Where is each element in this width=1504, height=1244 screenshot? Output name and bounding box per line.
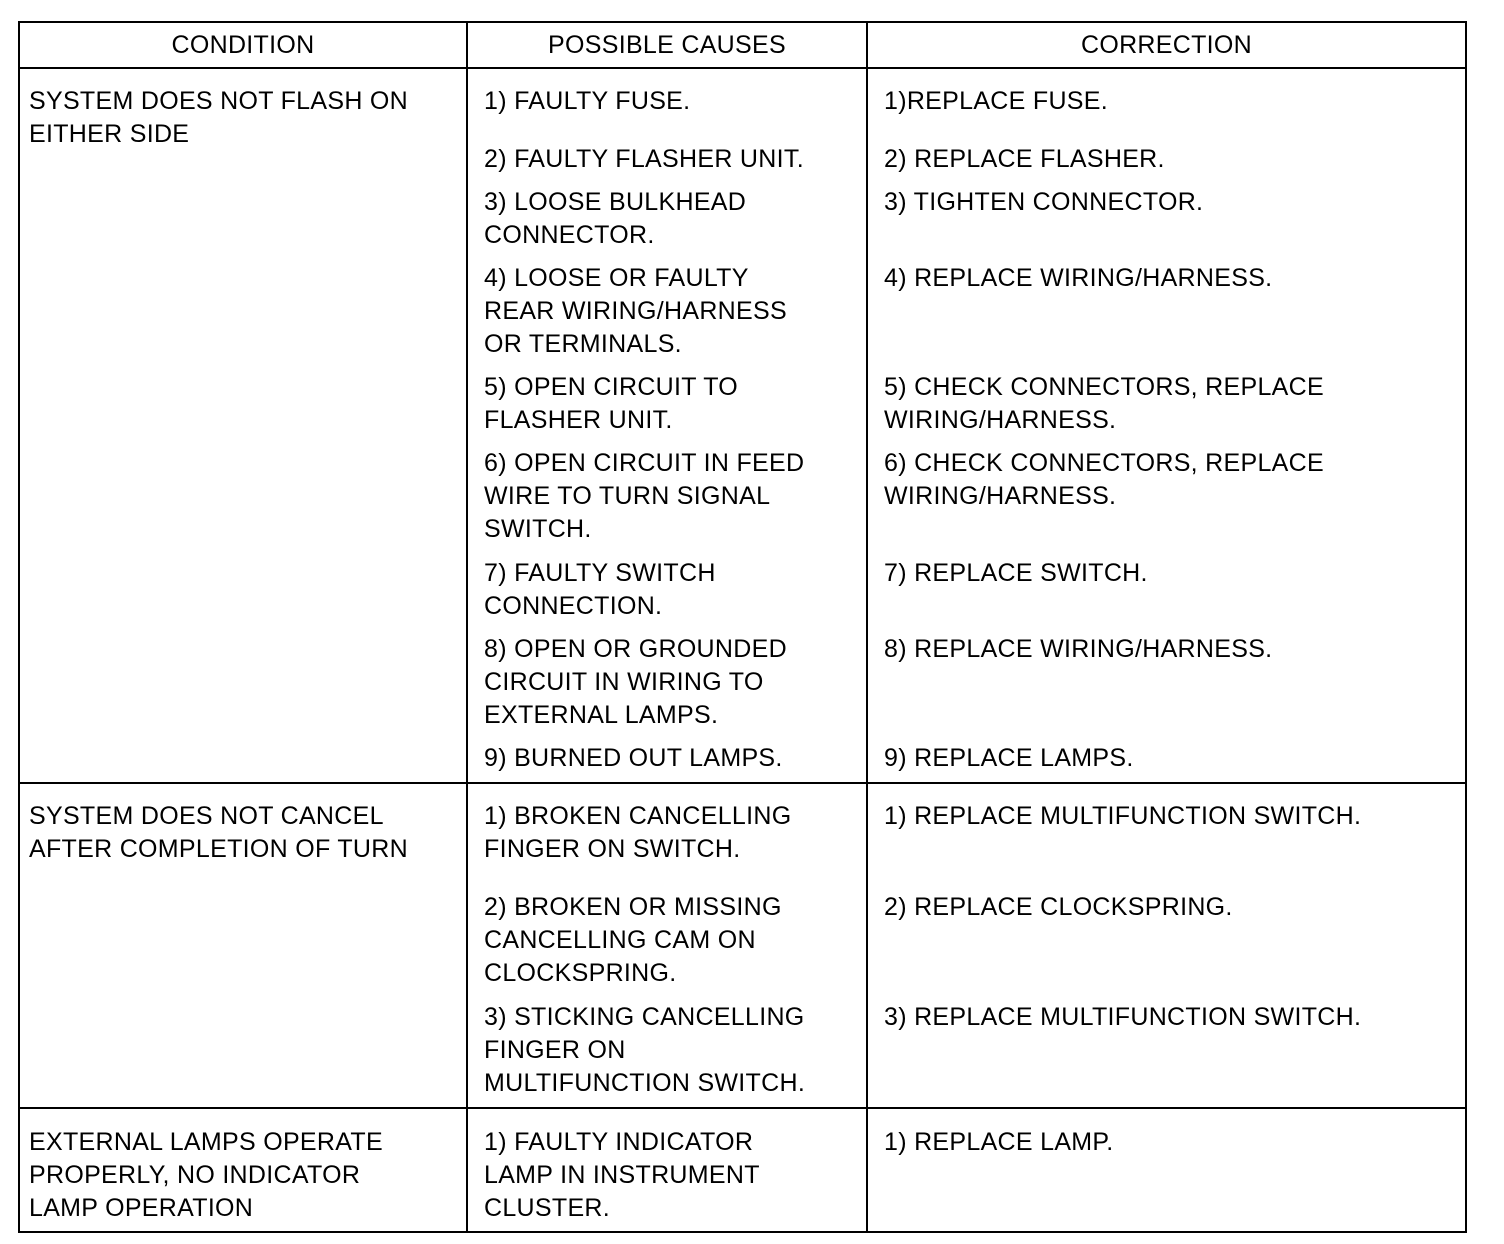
- correction-line: 8) REPLACE WIRING/HARNESS.: [884, 635, 1273, 663]
- header-condition: CONDITION: [171, 31, 315, 59]
- cause-line: CLUSTER.: [484, 1194, 611, 1222]
- correction-cell: [884, 891, 1233, 924]
- condition-cell: [29, 800, 408, 866]
- cause-line: MULTIFUNCTION SWITCH.: [484, 1069, 806, 1097]
- cause-cell: [484, 800, 791, 866]
- cause-line: SWITCH.: [484, 515, 592, 543]
- cause-line: CONNECTOR.: [484, 221, 655, 249]
- cause-cell: [484, 371, 738, 437]
- correction-cell: [884, 447, 1324, 513]
- condition-line: SYSTEM DOES NOT CANCEL: [29, 802, 384, 830]
- cause-line: LAMP IN INSTRUMENT: [484, 1161, 760, 1189]
- cause-line: 4) LOOSE OR FAULTY: [484, 264, 749, 292]
- cause-cell: [484, 85, 690, 118]
- correction-line: 1) REPLACE MULTIFUNCTION SWITCH.: [884, 802, 1362, 830]
- cause-line: 6) OPEN CIRCUIT IN FEED: [484, 449, 805, 477]
- correction-cell: [884, 371, 1324, 437]
- correction-line: 7) REPLACE SWITCH.: [884, 559, 1148, 587]
- cause-cell: [484, 1126, 760, 1225]
- correction-cell: [884, 633, 1272, 666]
- condition-line: AFTER COMPLETION OF TURN: [29, 835, 408, 863]
- condition-line: EITHER SIDE: [29, 120, 190, 148]
- diagnosis-table: [18, 21, 1467, 1233]
- condition-cell: [29, 85, 408, 151]
- cause-line: CANCELLING CAM ON: [484, 926, 756, 954]
- cause-line: 7) FAULTY SWITCH: [484, 559, 716, 587]
- column-divider-2: [866, 23, 868, 1231]
- condition-line: PROPERLY, NO INDICATOR: [29, 1161, 361, 1189]
- cause-line: CIRCUIT IN WIRING TO: [484, 668, 764, 696]
- header-possible-causes: POSSIBLE CAUSES: [548, 31, 786, 59]
- correction-line: 6) CHECK CONNECTORS, REPLACE: [884, 449, 1324, 477]
- cause-cell: [484, 742, 783, 775]
- cause-line: FINGER ON SWITCH.: [484, 835, 741, 863]
- correction-cell: [884, 742, 1134, 775]
- condition-line: SYSTEM DOES NOT FLASH ON: [29, 87, 409, 115]
- condition-line: EXTERNAL LAMPS OPERATE: [29, 1128, 383, 1156]
- cause-line: 1) FAULTY INDICATOR: [484, 1128, 754, 1156]
- condition-line: LAMP OPERATION: [29, 1194, 254, 1222]
- cause-line: 1) FAULTY FUSE.: [484, 87, 691, 115]
- cause-line: FINGER ON: [484, 1036, 626, 1064]
- correction-line: 4) REPLACE WIRING/HARNESS.: [884, 264, 1273, 292]
- correction-line: 3) TIGHTEN CONNECTOR.: [884, 188, 1204, 216]
- cause-line: CONNECTION.: [484, 592, 663, 620]
- correction-line: 2) REPLACE FLASHER.: [884, 145, 1165, 173]
- cause-cell: [484, 557, 716, 623]
- correction-cell: [884, 800, 1361, 833]
- cause-line: 8) OPEN OR GROUNDED: [484, 635, 787, 663]
- header-divider: [20, 67, 1465, 69]
- cause-line: REAR WIRING/HARNESS: [484, 297, 787, 325]
- correction-line: 9) REPLACE LAMPS.: [884, 744, 1134, 772]
- cause-line: 5) OPEN CIRCUIT TO: [484, 373, 739, 401]
- cause-line: OR TERMINALS.: [484, 330, 682, 358]
- condition-cell: [29, 1126, 383, 1225]
- correction-line: 3) REPLACE MULTIFUNCTION SWITCH.: [884, 1003, 1362, 1031]
- cause-line: 2) FAULTY FLASHER UNIT.: [484, 145, 804, 173]
- correction-cell: [884, 1126, 1113, 1159]
- correction-line: WIRING/HARNESS.: [884, 482, 1117, 510]
- cause-line: FLASHER UNIT.: [484, 406, 673, 434]
- correction-line: 1) REPLACE LAMP.: [884, 1128, 1114, 1156]
- cause-line: 2) BROKEN OR MISSING: [484, 893, 782, 921]
- cause-line: 1) BROKEN CANCELLING: [484, 802, 792, 830]
- correction-cell: [884, 1001, 1361, 1034]
- correction-cell: [884, 557, 1148, 590]
- correction-cell: [884, 143, 1165, 176]
- header-correction: CORRECTION: [1080, 31, 1253, 59]
- cause-line: CLOCKSPRING.: [484, 959, 677, 987]
- cause-cell: [484, 447, 804, 546]
- correction-line: 2) REPLACE CLOCKSPRING.: [884, 893, 1233, 921]
- correction-cell: [884, 186, 1203, 219]
- cause-cell: [484, 891, 782, 990]
- correction-line: 1)REPLACE FUSE.: [884, 87, 1109, 115]
- cause-cell: [484, 143, 804, 176]
- cause-cell: [484, 1001, 805, 1100]
- row-divider-1: [20, 782, 1465, 784]
- row-divider-2: [20, 1107, 1465, 1109]
- correction-line: 5) CHECK CONNECTORS, REPLACE: [884, 373, 1324, 401]
- correction-line: WIRING/HARNESS.: [884, 406, 1117, 434]
- cause-line: 9) BURNED OUT LAMPS.: [484, 744, 783, 772]
- cause-line: 3) LOOSE BULKHEAD: [484, 188, 747, 216]
- cause-cell: [484, 633, 787, 732]
- column-divider-1: [466, 23, 468, 1231]
- cause-line: EXTERNAL LAMPS.: [484, 701, 719, 729]
- cause-cell: [484, 186, 746, 252]
- correction-cell: [884, 262, 1272, 295]
- correction-cell: [884, 85, 1108, 118]
- cause-cell: [484, 262, 787, 361]
- cause-line: 3) STICKING CANCELLING: [484, 1003, 805, 1031]
- cause-line: WIRE TO TURN SIGNAL: [484, 482, 771, 510]
